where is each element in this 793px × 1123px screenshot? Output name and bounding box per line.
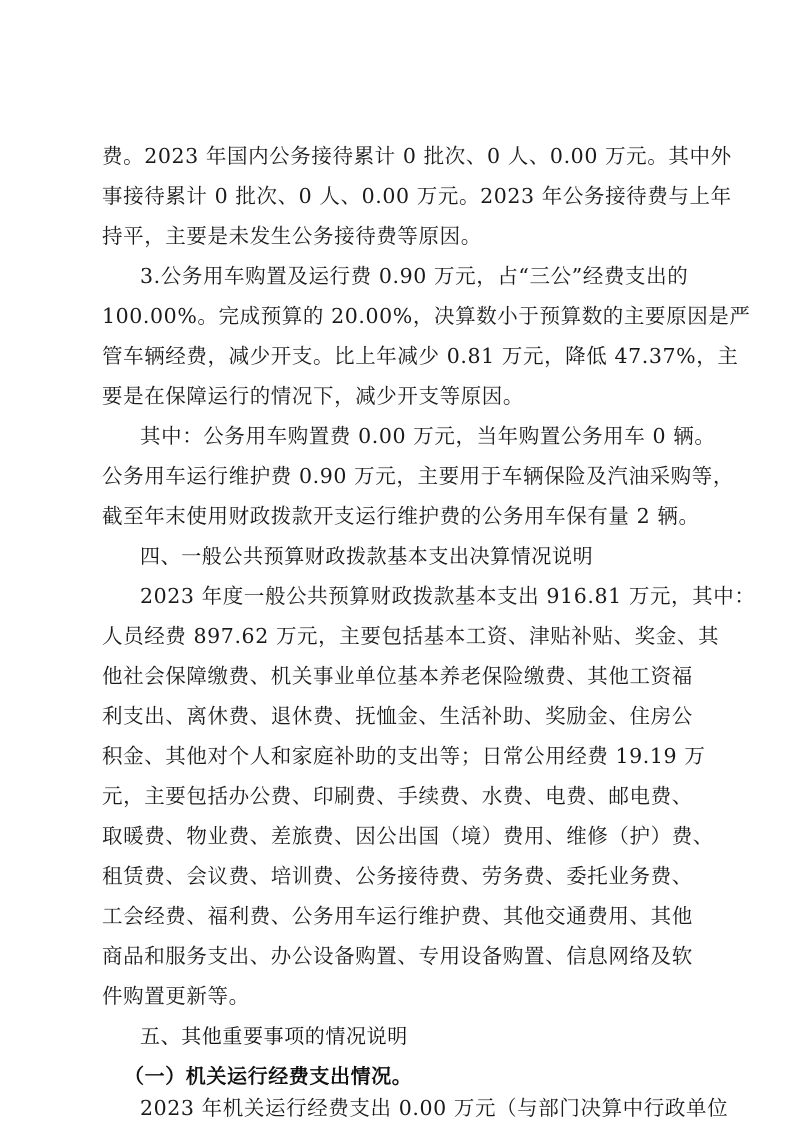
- paragraph-line: 利支出、离休费、退休费、抚恤金、生活补助、奖励金、住房公: [102, 704, 693, 728]
- paragraph-line: 管车辆经费，减少开支。比上年减少 0.81 万元，降低 47.37%，主: [102, 344, 739, 368]
- paragraph-line: 持平，主要是未发生公务接待费等原因。: [102, 224, 482, 248]
- paragraph-line: 工会经费、福利费、公务用车运行维护费、其他交通费用、其他: [102, 904, 693, 928]
- paragraph-line: 100.00%。完成预算的 20.00%，决算数小于预算数的主要原因是严: [102, 304, 751, 328]
- section-heading-5: 五、其他重要事项的情况说明: [140, 1024, 408, 1048]
- paragraph-line: 2023 年机关运行经费支出 0.00 万元（与部门决算中行政单位: [140, 1096, 729, 1120]
- paragraph-line: 取暖费、物业费、差旅费、因公出国（境）费用、维修（护）费、: [102, 824, 714, 848]
- subsection-heading-1: （一）机关运行经费支出情况。: [124, 1064, 413, 1088]
- paragraph-line: 截至年末使用财政拨款开支运行维护费的公务用车保有量 2 辆。: [102, 504, 700, 528]
- paragraph-line: 2023 年度一般公共预算财政拨款基本支出 916.81 万元，其中：: [140, 584, 756, 608]
- paragraph-line: 事接待累计 0 批次、0 人、0.00 万元。2023 年公务接待费与上年: [102, 184, 732, 208]
- paragraph-line: 商品和服务支出、办公设备购置、专用设备购置、信息网络及软: [102, 944, 693, 968]
- paragraph-line: 件购置更新等。: [102, 984, 250, 1008]
- paragraph-line: 他社会保障缴费、机关事业单位基本养老保险缴费、其他工资福: [102, 664, 693, 688]
- paragraph-line: 费。2023 年国内公务接待累计 0 批次、0 人、0.00 万元。其中外: [102, 144, 732, 168]
- section-heading-4: 四、一般公共预算财政拨款基本支出决算情况说明: [140, 544, 594, 568]
- paragraph-line: 元，主要包括办公费、印刷费、手续费、水费、电费、邮电费、: [102, 784, 693, 808]
- paragraph-line: 公务用车运行维护费 0.90 万元，主要用于车辆保险及汽油采购等，: [102, 464, 734, 488]
- paragraph-line: 要是在保障运行的情况下，减少开支等原因。: [102, 384, 524, 408]
- paragraph-line: 租赁费、会议费、培训费、公务接待费、劳务费、委托业务费、: [102, 864, 693, 888]
- paragraph-line: 积金、其他对个人和家庭补助的支出等；日常公用经费 19.19 万: [102, 744, 706, 768]
- paragraph-line: 人员经费 897.62 万元，主要包括基本工资、津贴补贴、奖金、其: [102, 624, 720, 648]
- paragraph-line: 3.公务用车购置及运行费 0.90 万元，占“三公”经费支出的: [140, 264, 689, 288]
- paragraph-line: 其中：公务用车购置费 0.00 万元，当年购置公务用车 0 辆。: [140, 424, 716, 448]
